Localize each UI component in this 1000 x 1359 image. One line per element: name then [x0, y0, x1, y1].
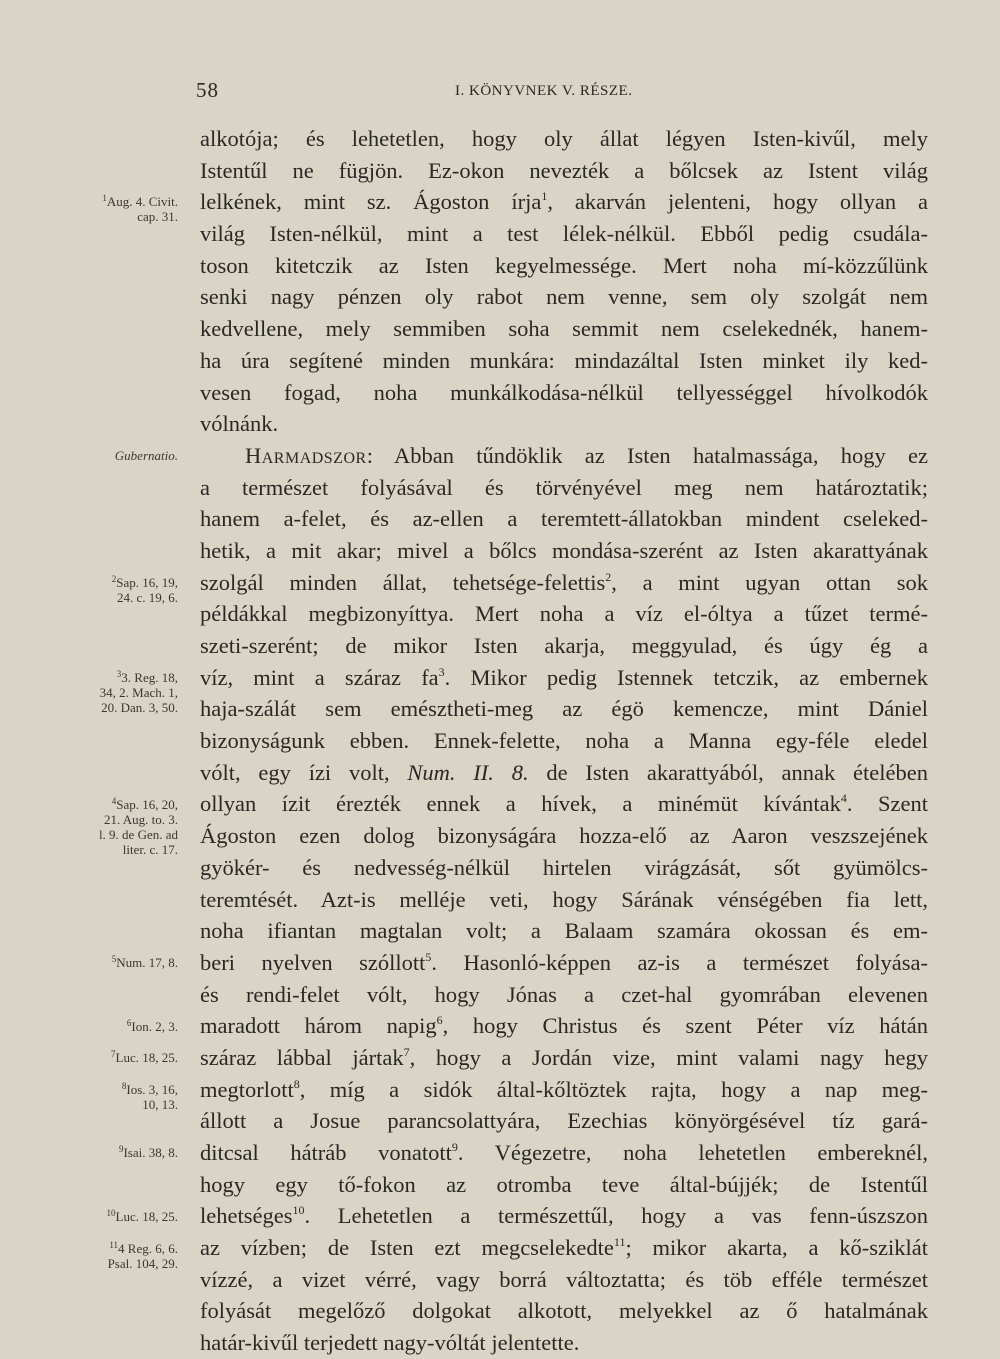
line-text: az vízben; de Isten ezt megcselekedte	[200, 1235, 614, 1261]
text-line	[200, 725, 928, 757]
margin-note	[58, 1209, 178, 1224]
margin-note-marker: 9	[118, 1144, 124, 1155]
margin-note	[58, 1145, 178, 1160]
margin-note	[58, 797, 178, 857]
margin-note	[58, 194, 178, 224]
page-header	[0, 78, 1000, 108]
margin-note	[58, 670, 178, 715]
line-text: senki nagy pénzen oly rabot nem venne, sem oly szolgát nem	[200, 284, 928, 310]
text-line	[200, 567, 928, 599]
page-number: 58	[196, 78, 219, 102]
line-text-continued: , a mint ugyan ottan sok	[611, 569, 928, 595]
margin-note-marker: 10	[106, 1207, 116, 1218]
footnote-marker: 6	[436, 1013, 443, 1028]
margin-note-marker: 7	[111, 1049, 116, 1060]
footnote-marker: 10	[292, 1203, 305, 1218]
text-line	[200, 915, 928, 947]
text-line	[200, 757, 928, 789]
margin-note-text: Luc. 18, 25.	[115, 1050, 178, 1066]
text-line	[200, 1327, 928, 1359]
line-text: hanem a-felet, és az-ellen a teremtett-állatokban mindent cseleked-	[200, 506, 928, 532]
line-text: kedvellene, mely semmiben soha semmit nem cselekednék, hanem-	[200, 316, 928, 342]
footnote-marker: 5	[425, 949, 432, 964]
margin-note	[58, 575, 178, 605]
margin-note	[58, 1241, 178, 1271]
text-line	[200, 1010, 928, 1042]
line-text: folyását megelőző dolgokat alkotott, melyekkel az ő hatalmának	[200, 1298, 928, 1324]
line-text-continued: , hogy a Jordán vize, mint valami nagy hegy	[409, 1044, 929, 1070]
margin-note-text: Ios. 3, 16, 10, 13.	[126, 1082, 178, 1112]
text-line	[200, 408, 928, 440]
margin-note-text: 3. Reg. 18, 34, 2. Mach. 1, 20. Dan. 3, 50.	[99, 669, 178, 715]
margin-note-text: Isai. 38, 8.	[123, 1145, 178, 1161]
margin-note	[58, 1050, 178, 1065]
line-text: lelkének, mint sz. Ágoston írja	[200, 189, 542, 215]
line-text: lehetséges	[200, 1203, 293, 1229]
margin-note	[58, 1019, 178, 1034]
line-text: ditcsal hátráb vonatott	[200, 1140, 452, 1165]
margin-note-text: Luc. 18, 25.	[115, 1208, 178, 1224]
line-text: és rendi-felet vólt, hogy Jónas a czet-hal gyomrában elevenen	[200, 981, 928, 1007]
margin-note	[58, 448, 178, 463]
line-text: toson kitetczik az Isten kegyelmessége. Mert noha mí-közzűlünk	[200, 252, 928, 278]
text-line	[200, 1264, 928, 1296]
text-line	[200, 186, 928, 218]
line-text-continued: . Mikor pedig Istennek tetczik, az embernek	[444, 664, 928, 690]
footnote-marker: 7	[403, 1044, 410, 1059]
text-line	[200, 598, 928, 630]
margin-note	[58, 1082, 178, 1112]
margin-note-text: Ion. 2, 3.	[131, 1018, 178, 1034]
footnote-marker: 9	[451, 1140, 458, 1154]
line-text: víz, mint a száraz fa	[200, 664, 439, 690]
line-text: maradott három napig	[200, 1013, 437, 1039]
footnote-marker: 3	[438, 664, 445, 679]
line-text-continued: . Végezetre, noha lehetetlen embereknél,	[457, 1140, 928, 1165]
text-line	[200, 535, 928, 567]
line-text: hetik, a mit akar; mivel a bőlcs mondása-szerént az Isten akarattyának	[200, 537, 928, 563]
line-text: világ Isten-nélkül, mint a test lélek-nélkül. Ebből pedig csudála-	[200, 221, 928, 247]
line-text: határ-kivűl terjedett nagy-vóltát jelentette.	[200, 1330, 580, 1356]
line-text: bizonyságunk ebben. Ennek-felette, noha a Manna egy-féle eledel	[200, 728, 928, 754]
text-line	[200, 123, 928, 155]
line-text-continued: , míg a sidók által-kőltöztek rajta, hogy a nap meg-	[299, 1076, 928, 1102]
text-line	[200, 377, 928, 409]
text-line	[200, 947, 928, 979]
footnote-marker: 4	[840, 791, 847, 806]
margin-note-marker: 8	[121, 1081, 127, 1091]
text-line	[200, 345, 928, 377]
margin-note-marker: 6	[126, 1017, 132, 1028]
italic-reference: Num. II. 8.	[407, 759, 529, 785]
line-text: megtorlott	[200, 1076, 294, 1102]
line-text-continued: . Hasonló-képpen az-is a természet folyása-	[431, 949, 928, 975]
line-text-continued: , akarván jelenteni, hogy ollyan a	[547, 189, 928, 215]
line-text: a természet folyásával és törvényével meg nem határoztatik;	[200, 474, 928, 500]
line-text: haja-szálát sem emésztheti-meg az égö kemencze, mint Dániel	[200, 696, 928, 722]
text-line	[200, 1105, 928, 1137]
text-line	[200, 1232, 928, 1264]
text-line	[200, 693, 928, 725]
margin-note-marker: 1	[102, 193, 107, 204]
text-line	[200, 788, 928, 820]
text-line	[200, 979, 928, 1011]
line-text-continued: . Szent	[846, 791, 928, 817]
margin-note-text: Gubernatio.	[114, 448, 178, 463]
text-line	[200, 1137, 928, 1169]
margin-note-text: 4 Reg. 6, 6. Psal. 104, 29.	[107, 1240, 178, 1271]
text-line	[200, 884, 928, 916]
footnote-marker: 11	[613, 1235, 626, 1250]
text-line	[200, 1295, 928, 1327]
line-text: beri nyelven szóllott	[200, 949, 426, 975]
margin-note-text: Num. 17, 8.	[116, 955, 178, 971]
line-text: Istentűl ne fügjön. Ez-okon nevezték a bőlcsek az Istent világ	[200, 157, 928, 183]
line-text: ha úra segítené minden munkára: mindazáltal Isten minket ily ked-	[200, 347, 928, 373]
line-text: szeti-szerént; de mikor Isten akarja, meggyulad, és úgy ég a	[200, 633, 928, 658]
line-text: teremtését. Azt-is melléje veti, hogy Sárának vénségében fia lett,	[200, 886, 928, 912]
footnote-marker: 1	[541, 189, 548, 204]
line-text: alkotója; és lehetetlen, hogy oly állat légyen Isten-kivűl, mely	[200, 126, 928, 151]
line-text: vízzé, a vizet vérré, vagy borrá változtatta; és töb efféle természet	[200, 1266, 928, 1292]
margin-note-marker: 2	[111, 573, 117, 584]
margin-note-text: Sap. 16, 19, 24. c. 19, 6.	[116, 574, 178, 605]
text-line	[200, 218, 928, 250]
line-text: példákkal megbizonyíttya. Mert noha a víz el-óltya a tűzet termé-	[200, 601, 928, 627]
line-text: szolgál minden állat, tehetsége-felettis	[200, 569, 606, 595]
line-text: száraz lábbal jártak	[200, 1044, 404, 1070]
line-text: vesen fogad, noha munkálkodása-nélkül tellyességgel hívolkodók	[200, 379, 928, 405]
margin-note-marker: 5	[111, 954, 117, 965]
line-text: vólt, egy ízi volt,	[200, 759, 408, 785]
margin-note-marker: 4	[111, 795, 117, 806]
margin-note-text: Sap. 16, 20, 21. Aug. to. 3. l. 9. de Gen. ad liter. c. 17.	[98, 796, 178, 857]
text-line	[200, 852, 928, 884]
text-line	[200, 1074, 928, 1106]
text-line	[200, 662, 928, 694]
line-text-continued: : Abban tűndöklik az Isten hatalmassága, hogy ez	[366, 442, 928, 468]
text-line	[200, 155, 928, 187]
line-text: Ágoston ezen dolog bizonyságára hozza-elő az Aaron veszszejének	[200, 823, 928, 849]
margin-note-marker: 3	[116, 668, 122, 679]
text-line	[200, 472, 928, 504]
text-line	[200, 1169, 928, 1201]
text-line	[200, 1042, 928, 1074]
line-text: hogy egy tő-fokon az otromba teve által-bújjék; de Istentűl	[200, 1171, 928, 1197]
margin-note-text: Aug. 4. Civit. cap. 31.	[106, 194, 178, 225]
margin-note-marker: 11	[109, 1239, 119, 1250]
footnote-marker: 2	[605, 569, 612, 584]
margin-note	[58, 955, 178, 970]
line-text-continued: , hogy Christus és szent Péter víz hátán	[442, 1013, 928, 1039]
text-line	[200, 820, 928, 852]
text-line	[200, 440, 928, 472]
running-head: I. KÖNYVNEK V. RÉSZE.	[455, 83, 633, 99]
line-text: ollyan ízit érezték ennek a hívek, a minémüt kívántak	[200, 791, 841, 817]
line-text: noha ifiantan magtalan volt; a Balaam szamára okossan és em-	[200, 918, 928, 944]
text-line	[200, 630, 928, 662]
text-line	[200, 503, 928, 535]
text-line	[200, 1200, 928, 1232]
body-text	[200, 123, 928, 1359]
line-text: vólnánk.	[200, 411, 279, 437]
text-line	[200, 313, 928, 345]
text-line	[200, 281, 928, 313]
footnote-marker: 8	[293, 1076, 300, 1091]
small-caps-word: Harmadszor	[245, 442, 367, 468]
line-text: állott a Josue parancsolattyára, Ezechias könyörgésével tíz gará-	[200, 1108, 928, 1134]
line-text: gyökér- és nedvesség-nélkül hirtelen virágzását, sőt gyümölcs-	[200, 854, 928, 880]
line-text-continued: . Lehetetlen a természettűl, hogy a vas fenn-úszszon	[304, 1203, 928, 1229]
line-text-continued: de Isten akarattyából, annak ételében	[528, 759, 928, 785]
line-text-continued: ; mikor akarta, a kő-sziklát	[625, 1235, 928, 1261]
text-line	[200, 250, 928, 282]
